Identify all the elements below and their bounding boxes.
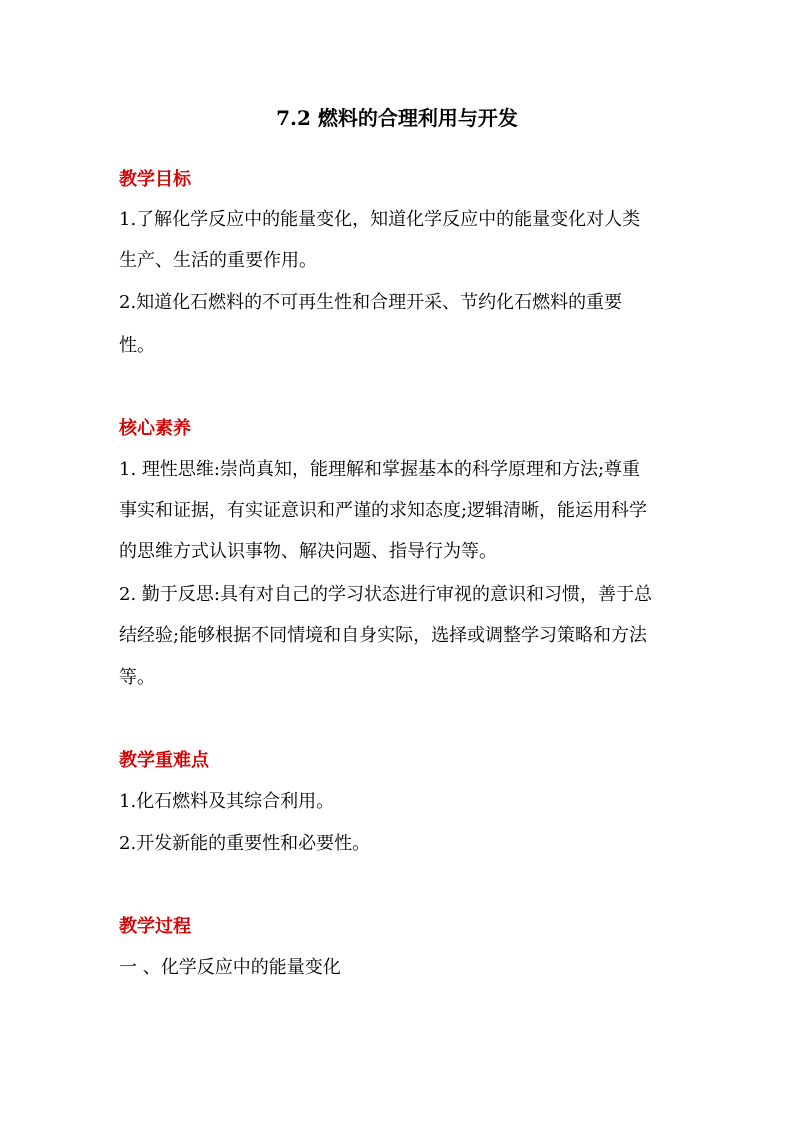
- paragraph-line: 1.化石燃料及其综合利用。: [119, 791, 335, 812]
- paragraph-line: 等。: [119, 667, 155, 688]
- paragraph-line: 事实和证据，有实证意识和严谨的求知态度;逻辑清晰，能运用科学: [119, 500, 648, 521]
- section-heading-teaching-process: 教学过程: [119, 916, 191, 937]
- document-title: 7.2 燃料的合理利用与开发: [276, 106, 518, 130]
- paragraph-line: 2. 勤于反思:具有对自己的学习状态进行审视的意识和习惯，善于总: [119, 584, 652, 605]
- paragraph-line: 生产、生活的重要作用。: [119, 250, 317, 271]
- paragraph-line: 2.开发新能的重要性和必要性。: [119, 833, 371, 854]
- paragraph-line: 2.知道化石燃料的不可再生性和合理开采、节约化石燃料的重要: [119, 292, 623, 313]
- section-heading-key-points: 教学重难点: [119, 750, 209, 771]
- paragraph-line: 一 、化学反应中的能量变化: [119, 957, 341, 978]
- paragraph-line: 的思维方式认识事物、解决问题、指导行为等。: [119, 541, 497, 562]
- paragraph-line: 1. 理性思维:崇尚真知，能理解和掌握基本的科学原理和方法;尊重: [119, 459, 641, 480]
- paragraph-line: 性。: [119, 335, 155, 356]
- paragraph-line: 1.了解化学反应中的能量变化，知道化学反应中的能量变化对人类: [119, 209, 641, 230]
- paragraph-line: 结经验;能够根据不同情境和自身实际，选择或调整学习策略和方法: [119, 625, 648, 646]
- section-heading-core-literacy: 核心素养: [119, 418, 191, 439]
- section-heading-objectives: 教学目标: [119, 169, 191, 190]
